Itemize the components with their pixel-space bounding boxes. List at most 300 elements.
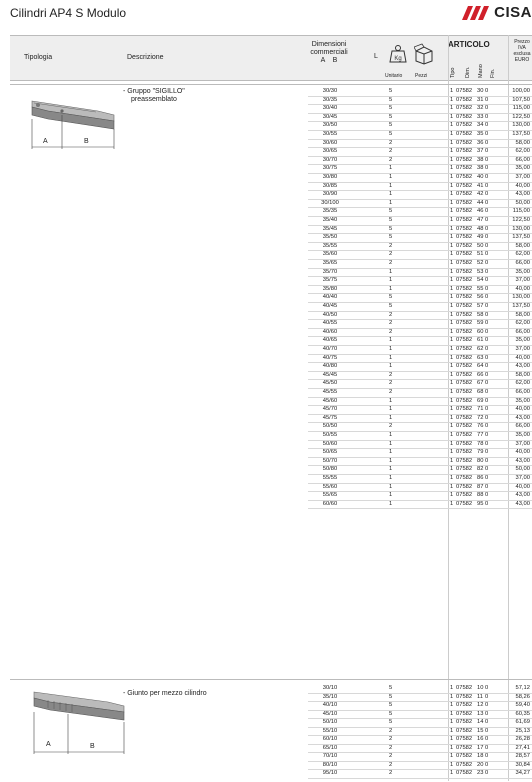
dimension-cell: 30/100 (321, 199, 339, 206)
tipo-cell: 1 (450, 294, 454, 301)
header-pezzi: Pezzi (415, 73, 428, 79)
table-row (10, 233, 532, 242)
table-row (10, 96, 532, 105)
table-row (10, 354, 532, 363)
code-cell: 07582 (456, 328, 473, 335)
quantity-cell: 5 (389, 234, 393, 241)
code-cell: 07582 (456, 105, 473, 112)
code-cell: 07582 (456, 131, 473, 137)
finish-code-cell: 0 (485, 277, 489, 284)
quantity-cell: 5 (389, 702, 393, 708)
table-row (10, 139, 532, 148)
table-row (10, 336, 532, 345)
finish-code-cell: 0 (485, 156, 489, 163)
dim-code-cell: 60 (477, 328, 484, 335)
quantity-cell: 1 (389, 440, 393, 447)
table-row (10, 491, 532, 500)
table-row (10, 345, 532, 354)
dim-code-cell: 57 (477, 303, 484, 309)
price-cell: 62,00 (515, 251, 530, 258)
finish-code-cell: 0 (485, 88, 489, 94)
quantity-cell: 1 (389, 414, 393, 421)
finish-code-cell: 0 (485, 217, 489, 223)
price-cell: 66,00 (515, 423, 530, 430)
dimension-cell: 80/10 (322, 761, 338, 768)
quantity-cell: 2 (389, 242, 393, 249)
dimension-cell: 70/10 (322, 753, 338, 759)
table-row (10, 293, 532, 302)
dimension-cell: 30/65 (322, 148, 338, 155)
dimension-cell: 50/55 (322, 432, 338, 438)
tipo-cell: 1 (450, 753, 454, 759)
dim-code-cell: 42 (477, 191, 484, 198)
dimension-cell: 45/10 (322, 710, 338, 717)
dimension-cell: 30/40 (322, 105, 338, 112)
table-row (10, 104, 532, 113)
code-cell: 07582 (456, 492, 473, 499)
finish-code-cell: 0 (485, 251, 489, 258)
table-row (10, 388, 532, 397)
price-cell: 43,00 (515, 191, 530, 198)
code-cell: 07582 (456, 225, 473, 232)
quantity-cell: 1 (389, 191, 393, 198)
code-cell: 07582 (456, 475, 473, 481)
dim-code-cell: 11 (477, 693, 484, 700)
table-row (10, 397, 532, 406)
dim-code-cell: 51 (477, 251, 484, 258)
price-cell: 43,00 (515, 492, 530, 499)
price-cell: 66,00 (515, 260, 530, 266)
price-cell: 37,00 (515, 440, 530, 447)
dimension-cell: 50/70 (322, 457, 338, 464)
price-cell: 50,00 (515, 199, 530, 206)
tipo-cell: 1 (450, 242, 454, 249)
dimension-cell: 55/65 (322, 492, 338, 499)
quantity-cell: 5 (389, 685, 393, 691)
dimension-cell: 50/60 (322, 440, 338, 447)
code-cell: 07582 (456, 770, 473, 776)
price-cell: 35,00 (515, 432, 530, 438)
table-row (10, 405, 532, 414)
price-cell: 66,00 (515, 389, 530, 395)
code-cell: 07582 (456, 727, 473, 734)
dim-code-cell: 66 (477, 371, 484, 378)
table-row (10, 752, 532, 761)
dimension-cell: 30/70 (322, 156, 338, 163)
section-sigillo (10, 84, 532, 645)
finish-code-cell: 0 (485, 423, 489, 430)
quantity-cell: 1 (389, 277, 393, 284)
dimension-cell: 40/60 (322, 328, 338, 335)
dimension-cell: 55/60 (322, 483, 338, 490)
dim-code-cell: 36 (477, 139, 484, 146)
tipo-cell: 1 (450, 148, 454, 155)
finish-code-cell: 0 (485, 242, 489, 249)
finish-code-cell: 0 (485, 719, 489, 725)
quantity-cell: 5 (389, 113, 393, 120)
code-cell: 07582 (456, 208, 473, 215)
table-row (10, 268, 532, 277)
tipo-cell: 1 (450, 414, 454, 421)
price-cell: 62,00 (515, 380, 530, 387)
dim-code-cell: 68 (477, 389, 484, 395)
dimension-cell: 45/45 (322, 371, 338, 378)
header-dim-ab: A B (320, 57, 338, 64)
price-cell: 35,00 (515, 397, 530, 404)
price-cell: 58,00 (515, 139, 530, 146)
table-row (10, 483, 532, 492)
code-cell: 07582 (456, 320, 473, 327)
header-tipologia: Tipologia (24, 54, 53, 61)
finish-code-cell: 0 (485, 113, 489, 120)
dimension-cell: 30/90 (322, 191, 338, 198)
tipo-cell: 1 (450, 440, 454, 447)
dim-code-cell: 88 (477, 492, 484, 499)
finish-code-cell: 0 (485, 328, 489, 335)
table-row (10, 474, 532, 483)
code-cell: 07582 (456, 389, 473, 395)
price-cell: 37,00 (515, 346, 530, 352)
dim-code-cell: 86 (477, 475, 484, 481)
quantity-cell: 2 (389, 371, 393, 378)
dimension-cell: 40/45 (322, 303, 338, 309)
finish-code-cell: 0 (485, 457, 489, 464)
quantity-cell: 2 (389, 423, 393, 430)
box-icon (414, 43, 434, 65)
finish-code-cell: 0 (485, 337, 489, 344)
table-row (10, 693, 532, 702)
finish-code-cell: 0 (485, 311, 489, 318)
finish-code-cell: 0 (485, 483, 489, 490)
dimension-cell: 35/60 (322, 251, 338, 258)
code-cell: 07582 (456, 719, 473, 725)
code-cell: 07582 (456, 165, 473, 172)
code-cell: 07582 (456, 156, 473, 163)
dim-code-cell: 61 (477, 337, 484, 344)
quantity-cell: 1 (389, 500, 393, 507)
tipo-cell: 1 (450, 217, 454, 223)
code-cell: 07582 (456, 191, 473, 198)
tipo-cell: 1 (450, 761, 454, 768)
table-row (10, 465, 532, 474)
finish-code-cell: 0 (485, 397, 489, 404)
quantity-cell: 1 (389, 432, 393, 438)
quantity-cell: 5 (389, 122, 393, 129)
code-cell: 07582 (456, 122, 473, 129)
table-row (10, 727, 532, 736)
dim-code-cell: 72 (477, 414, 484, 421)
price-cell: 122,50 (512, 113, 530, 120)
quantity-cell: 5 (389, 225, 393, 232)
code-cell: 07582 (456, 174, 473, 180)
code-cell: 07582 (456, 423, 473, 430)
dim-code-cell: 77 (477, 432, 484, 438)
table-row (10, 431, 532, 440)
dimension-cell: 40/40 (322, 294, 338, 301)
tipo-cell: 1 (450, 727, 454, 734)
code-cell: 07582 (456, 251, 473, 258)
dimension-cell: 35/50 (322, 234, 338, 241)
tipo-cell: 1 (450, 449, 454, 456)
quantity-cell: 5 (389, 710, 393, 717)
section-giunto (10, 679, 532, 782)
table-row (10, 684, 532, 693)
tipo-cell: 1 (450, 182, 454, 189)
price-cell: 137,50 (512, 303, 530, 309)
dimension-cell: 40/10 (322, 702, 338, 708)
finish-code-cell: 0 (485, 225, 489, 232)
price-cell: 130,00 (512, 122, 530, 129)
dim-code-cell: 47 (477, 217, 484, 223)
quantity-cell: 2 (389, 770, 393, 776)
quantity-cell: 5 (389, 217, 393, 223)
section-sigillo-subtitle: preassemblato (131, 96, 177, 103)
tipo-cell: 1 (450, 225, 454, 232)
code-cell: 07582 (456, 260, 473, 266)
tipo-cell: 1 (450, 139, 454, 146)
price-cell: 61,69 (515, 719, 530, 725)
price-cell: 43,00 (515, 363, 530, 370)
header-prezzo: Prezzo IVA esclusa EURO (513, 39, 531, 63)
dim-code-cell: 52 (477, 260, 484, 266)
tipo-cell: 1 (450, 88, 454, 94)
code-cell: 07582 (456, 363, 473, 370)
finish-code-cell: 0 (485, 294, 489, 301)
dim-code-cell: 62 (477, 346, 484, 352)
finish-code-cell: 0 (485, 234, 489, 241)
dim-code-cell: 33 (477, 113, 484, 120)
quantity-cell: 2 (389, 139, 393, 146)
dim-code-cell: 55 (477, 285, 484, 292)
code-cell: 07582 (456, 753, 473, 759)
quantity-cell: 2 (389, 320, 393, 327)
price-cell: 60,35 (515, 710, 530, 717)
tipo-cell: 1 (450, 131, 454, 137)
dimension-cell: 40/75 (322, 354, 338, 361)
dim-code-cell: 10 (477, 685, 484, 691)
dim-code-cell: 30 (477, 88, 484, 94)
tipo-cell: 1 (450, 702, 454, 708)
code-cell: 07582 (456, 277, 473, 284)
table-row (10, 362, 532, 371)
table-row (10, 311, 532, 320)
dim-code-cell: 13 (477, 710, 484, 717)
finish-code-cell: 0 (485, 380, 489, 387)
finish-code-cell: 0 (485, 346, 489, 352)
price-cell: 37,00 (515, 277, 530, 284)
code-cell: 07582 (456, 268, 473, 275)
quantity-cell: 1 (389, 475, 393, 481)
dimension-cell: 60/60 (322, 500, 338, 507)
dim-code-cell: 56 (477, 294, 484, 301)
table-row (10, 302, 532, 311)
dimension-cell: 30/85 (322, 182, 338, 189)
section-sigillo-title: - Gruppo "SIGILLO" (123, 88, 185, 95)
dim-code-cell: 69 (477, 397, 484, 404)
dimension-cell: 35/35 (322, 208, 338, 215)
brand-name: CISA (494, 4, 532, 21)
dim-code-cell: 95 (477, 500, 484, 507)
quantity-cell: 1 (389, 165, 393, 172)
table-row (10, 379, 532, 388)
finish-code-cell: 0 (485, 736, 489, 742)
tipo-cell: 1 (450, 744, 454, 751)
dim-code-cell: 76 (477, 423, 484, 430)
header-unitario: Unitario (385, 73, 403, 79)
price-cell: 37,00 (515, 475, 530, 481)
finish-code-cell: 0 (485, 492, 489, 499)
dimension-cell: 95/10 (322, 770, 338, 776)
price-cell: 62,00 (515, 320, 530, 327)
tipo-cell: 1 (450, 311, 454, 318)
tipo-cell: 1 (450, 363, 454, 370)
tipo-cell: 1 (450, 337, 454, 344)
code-cell: 07582 (456, 371, 473, 378)
price-cell: 130,00 (512, 294, 530, 301)
dim-code-cell: 35 (477, 131, 484, 137)
code-cell: 07582 (456, 414, 473, 421)
dimension-cell: 30/80 (322, 174, 338, 180)
finish-code-cell: 0 (485, 432, 489, 438)
code-cell: 07582 (456, 294, 473, 301)
dim-code-cell: 34 (477, 122, 484, 129)
code-cell: 07582 (456, 466, 473, 473)
tipo-cell: 1 (450, 423, 454, 430)
quantity-cell: 1 (389, 466, 393, 473)
code-cell: 07582 (456, 457, 473, 464)
quantity-cell: 2 (389, 380, 393, 387)
quantity-cell: 5 (389, 693, 393, 700)
dim-code-cell: 38 (477, 156, 484, 163)
dim-code-cell: 46 (477, 208, 484, 215)
dim-code-cell: 31 (477, 96, 484, 103)
price-cell: 40,00 (515, 483, 530, 490)
tipo-cell: 1 (450, 165, 454, 172)
dimension-cell: 65/10 (322, 744, 338, 751)
quantity-cell: 1 (389, 483, 393, 490)
dimension-cell: 30/60 (322, 139, 338, 146)
finish-code-cell: 0 (485, 371, 489, 378)
table-row (10, 414, 532, 423)
price-cell: 130,00 (512, 225, 530, 232)
table-row (10, 259, 532, 268)
table-row (10, 500, 532, 509)
code-cell: 07582 (456, 736, 473, 742)
table-row (10, 371, 532, 380)
price-cell: 40,00 (515, 182, 530, 189)
dimension-cell: 45/50 (322, 380, 338, 387)
price-cell: 115,00 (512, 105, 530, 112)
dim-code-cell: 78 (477, 440, 484, 447)
price-cell: 57,12 (515, 685, 530, 691)
tipo-cell: 1 (450, 719, 454, 725)
header-dim: Dim. (465, 66, 471, 78)
finish-code-cell: 0 (485, 693, 489, 700)
dim-code-cell: 38 (477, 165, 484, 172)
dimension-cell: 35/70 (322, 268, 338, 275)
quantity-cell: 5 (389, 303, 393, 309)
finish-code-cell: 0 (485, 753, 489, 759)
dimension-cell: 40/70 (322, 346, 338, 352)
dim-code-cell: 17 (477, 744, 484, 751)
code-cell: 07582 (456, 380, 473, 387)
price-cell: 25,13 (515, 727, 530, 734)
code-cell: 07582 (456, 199, 473, 206)
tipo-cell: 1 (450, 389, 454, 395)
quantity-cell: 1 (389, 268, 393, 275)
quantity-cell: 1 (389, 182, 393, 189)
figure-label-b: B (90, 743, 95, 750)
price-cell: 43,00 (515, 414, 530, 421)
finish-code-cell: 0 (485, 466, 489, 473)
code-cell: 07582 (456, 761, 473, 768)
dimension-cell: 50/50 (322, 423, 338, 430)
table-row (10, 761, 532, 770)
finish-code-cell: 0 (485, 165, 489, 172)
code-cell: 07582 (456, 432, 473, 438)
tipo-cell: 1 (450, 208, 454, 215)
tipo-cell: 1 (450, 105, 454, 112)
header-mano: Mano (478, 64, 484, 78)
price-cell: 66,00 (515, 328, 530, 335)
dim-code-cell: 23 (477, 770, 484, 776)
code-cell: 07582 (456, 500, 473, 507)
dimension-cell: 45/75 (322, 414, 338, 421)
tipo-cell: 1 (450, 770, 454, 776)
dim-code-cell: 80 (477, 457, 484, 464)
price-cell: 40,00 (515, 406, 530, 413)
dim-code-cell: 59 (477, 320, 484, 327)
finish-code-cell: 0 (485, 199, 489, 206)
dimension-cell: 35/80 (322, 285, 338, 292)
tipo-cell: 1 (450, 285, 454, 292)
finish-code-cell: 0 (485, 440, 489, 447)
tipo-cell: 1 (450, 191, 454, 198)
table-row (10, 328, 532, 337)
quantity-cell: 2 (389, 727, 393, 734)
tipo-cell: 1 (450, 500, 454, 507)
quantity-cell: 1 (389, 406, 393, 413)
finish-code-cell: 0 (485, 685, 489, 691)
price-cell: 137,50 (512, 131, 530, 137)
dim-code-cell: 40 (477, 174, 484, 180)
price-cell: 43,00 (515, 500, 530, 507)
tipo-cell: 1 (450, 354, 454, 361)
quantity-cell: 5 (389, 88, 393, 94)
tipo-cell: 1 (450, 251, 454, 258)
table-row (10, 457, 532, 466)
quantity-cell: 1 (389, 492, 393, 499)
dimension-cell: 50/65 (322, 449, 338, 456)
finish-code-cell: 0 (485, 260, 489, 266)
finish-code-cell: 0 (485, 208, 489, 215)
finish-code-cell: 0 (485, 182, 489, 189)
dim-code-cell: 54 (477, 277, 484, 284)
table-row (10, 121, 532, 130)
dim-code-cell: 37 (477, 148, 484, 155)
dim-code-cell: 15 (477, 727, 484, 734)
tipo-cell: 1 (450, 320, 454, 327)
table-row (10, 190, 532, 199)
finish-code-cell: 0 (485, 191, 489, 198)
code-cell: 07582 (456, 113, 473, 120)
tipo-cell: 1 (450, 693, 454, 700)
price-cell: 35,00 (515, 337, 530, 344)
table-row (10, 173, 532, 182)
finish-code-cell: 0 (485, 303, 489, 309)
dimension-cell: 50/10 (322, 719, 338, 725)
dim-code-cell: 20 (477, 761, 484, 768)
